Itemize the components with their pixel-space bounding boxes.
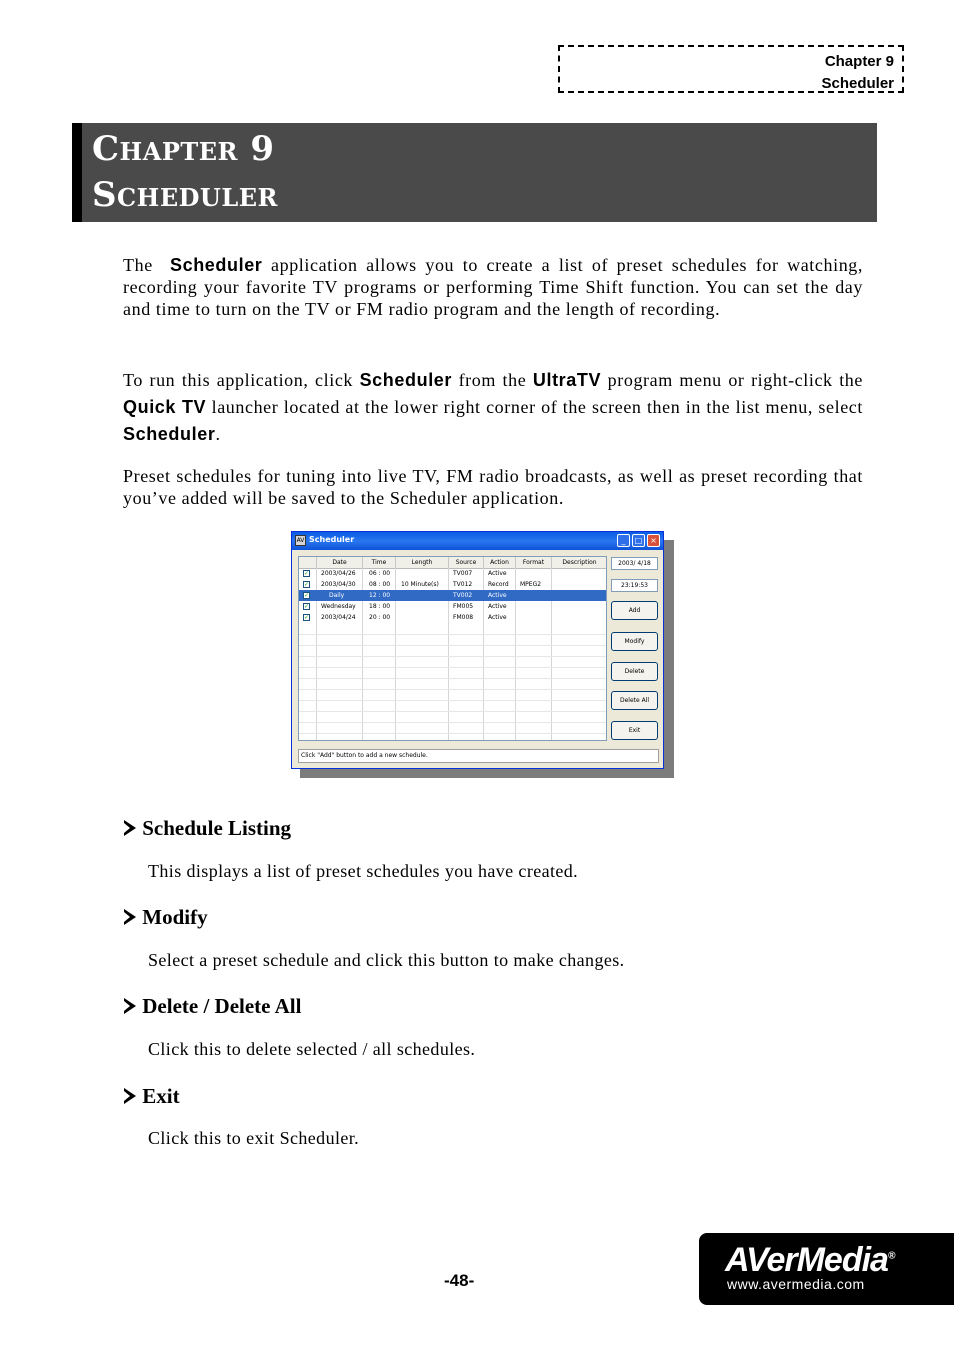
grid-line: [299, 722, 606, 723]
row-checkbox[interactable]: ✓: [304, 614, 310, 621]
column-description[interactable]: Description: [552, 557, 607, 568]
grid-line: [299, 645, 606, 646]
modify-button[interactable]: Modify: [611, 632, 658, 651]
column-source[interactable]: Source: [449, 557, 484, 568]
column-date[interactable]: Date: [317, 557, 363, 568]
text: from the: [458, 370, 527, 390]
cell-source: FM005: [453, 603, 474, 610]
add-button[interactable]: Add: [611, 601, 658, 620]
cell-date: Wednesday: [321, 603, 356, 610]
cell-time: 20 : 00: [369, 614, 391, 621]
grid-line: [299, 711, 606, 712]
section-desc: Click this to exit Scheduler.: [148, 1128, 360, 1148]
avermedia-logo: [699, 1233, 954, 1305]
text: launcher located at the lower right corner of the screen then in the list menu, select: [211, 397, 863, 417]
chapter-number: Chapter 9: [92, 129, 275, 169]
chevron-right-icon: [124, 909, 136, 925]
term-scheduler: Scheduler: [169, 255, 263, 275]
logo-url: www.avermedia.com: [727, 1276, 865, 1292]
schedule-list[interactable]: [298, 556, 607, 741]
cell-action: Active: [488, 570, 507, 577]
app-icon: AV: [296, 537, 305, 544]
running-header: [558, 45, 904, 93]
section-heading-schedule-listing: [124, 816, 291, 841]
chapter-banner: [72, 123, 877, 222]
minimize-button[interactable]: _: [617, 534, 630, 547]
cell-time: 06 : 00: [369, 570, 391, 577]
cell-length: 10 Minute(s): [401, 581, 439, 588]
text: program menu or right-click the: [607, 370, 863, 390]
column-action[interactable]: Action: [484, 557, 516, 568]
chapter-title: Scheduler: [92, 175, 278, 215]
intro-paragraph-2: [123, 367, 863, 448]
header-chapter: Chapter 9: [824, 53, 894, 70]
row-checkbox[interactable]: ✓: [304, 581, 310, 588]
text: .: [215, 424, 221, 444]
section-desc: Select a preset schedule and click this button to make changes.: [148, 950, 625, 970]
cell-action: Active: [488, 614, 507, 621]
table-row[interactable]: [299, 568, 606, 579]
maximize-button[interactable]: □: [632, 534, 645, 547]
row-checkbox[interactable]: ✓: [304, 592, 310, 599]
cell-source: FM008: [453, 614, 474, 621]
section-heading-modify: [124, 905, 208, 930]
table-row[interactable]: [299, 601, 606, 612]
logo-brand: [725, 1241, 894, 1280]
cell-time: 12 : 00: [369, 592, 391, 599]
grid-line: [299, 667, 606, 668]
column-length[interactable]: Length: [396, 557, 449, 568]
cell-action: Record: [488, 581, 509, 588]
text: To run this application, click: [123, 370, 354, 390]
chevron-right-icon: [124, 998, 136, 1014]
section-title: Delete / Delete All: [142, 994, 302, 1018]
text: application allows you to create a list of preset schedules for watching, recording your favorite TV programs or performing Time Shift function. You can set the day and time to turn on the TV or FM radio program and the length of recording.: [123, 255, 864, 319]
cell-date: 2003/04/26: [321, 570, 356, 577]
scheduler-window: [291, 531, 664, 769]
column-format[interactable]: Format: [516, 557, 552, 568]
window-title: Scheduler: [309, 535, 355, 544]
section-heading-exit: [124, 1084, 180, 1109]
header-title: Scheduler: [821, 75, 894, 92]
delete-all-button[interactable]: Delete All: [611, 691, 658, 710]
intro-paragraph-1: [123, 254, 863, 320]
close-button[interactable]: ×: [647, 534, 660, 547]
grid-line: [299, 689, 606, 690]
status-bar: Click "Add" button to add a new schedule.: [298, 749, 659, 763]
grid-line: [299, 733, 606, 734]
time-field[interactable]: 23:19:53: [611, 579, 658, 592]
cell-action: Active: [488, 603, 507, 610]
section-desc: Click this to delete selected / all schedules.: [148, 1039, 476, 1059]
section-title: Schedule Listing: [142, 816, 292, 840]
term-ultratv: UltraTV: [532, 370, 602, 390]
title-bar[interactable]: [292, 532, 663, 550]
grid-line: [299, 634, 606, 635]
grid-line: [299, 656, 606, 657]
term-scheduler: Scheduler: [123, 424, 216, 444]
chevron-right-icon: [124, 1088, 136, 1104]
cell-time: 18 : 00: [369, 603, 391, 610]
term-quick-tv: Quick TV: [123, 397, 207, 417]
cell-source: TV012: [453, 581, 473, 588]
section-heading-delete: [124, 994, 301, 1019]
section-desc: This displays a list of preset schedules you have created.: [148, 861, 579, 881]
grid-line: [299, 700, 606, 701]
date-field[interactable]: 2003/ 4/18: [611, 557, 658, 570]
cell-date: 2003/04/30: [321, 581, 356, 588]
page-number: -48-: [444, 1271, 475, 1290]
intro-paragraph-3: Preset schedules for tuning into live TV, FM radio broadcasts, as well as preset recording that you’ve added will be saved to the Scheduler application.: [123, 466, 863, 508]
row-checkbox[interactable]: ✓: [304, 570, 310, 577]
grid-line: [299, 678, 606, 679]
exit-button[interactable]: Exit: [611, 721, 658, 740]
section-title: Exit: [142, 1084, 180, 1108]
column-check[interactable]: [299, 557, 317, 568]
table-row[interactable]: [299, 579, 606, 590]
trademark-mark: ®: [887, 1250, 895, 1262]
term-scheduler: Scheduler: [359, 370, 453, 390]
cell-date: 2003/04/24: [321, 614, 356, 621]
cell-action: Active: [488, 592, 507, 599]
section-title: Modify: [142, 905, 208, 929]
cell-source: TV002: [453, 592, 473, 599]
delete-button[interactable]: Delete: [611, 662, 658, 681]
brand-text: AVerMedia: [725, 1241, 888, 1279]
table-row[interactable]: [299, 612, 606, 623]
chevron-right-icon: [124, 820, 136, 836]
table-row-selected[interactable]: [299, 590, 606, 601]
cell-format: MPEG2: [520, 581, 542, 588]
cell-source: TV007: [453, 570, 473, 577]
text: The: [123, 255, 153, 275]
column-time[interactable]: Time: [363, 557, 396, 568]
row-checkbox[interactable]: ✓: [304, 603, 310, 610]
cell-date: Daily: [329, 592, 345, 599]
cell-time: 08 : 00: [369, 581, 391, 588]
